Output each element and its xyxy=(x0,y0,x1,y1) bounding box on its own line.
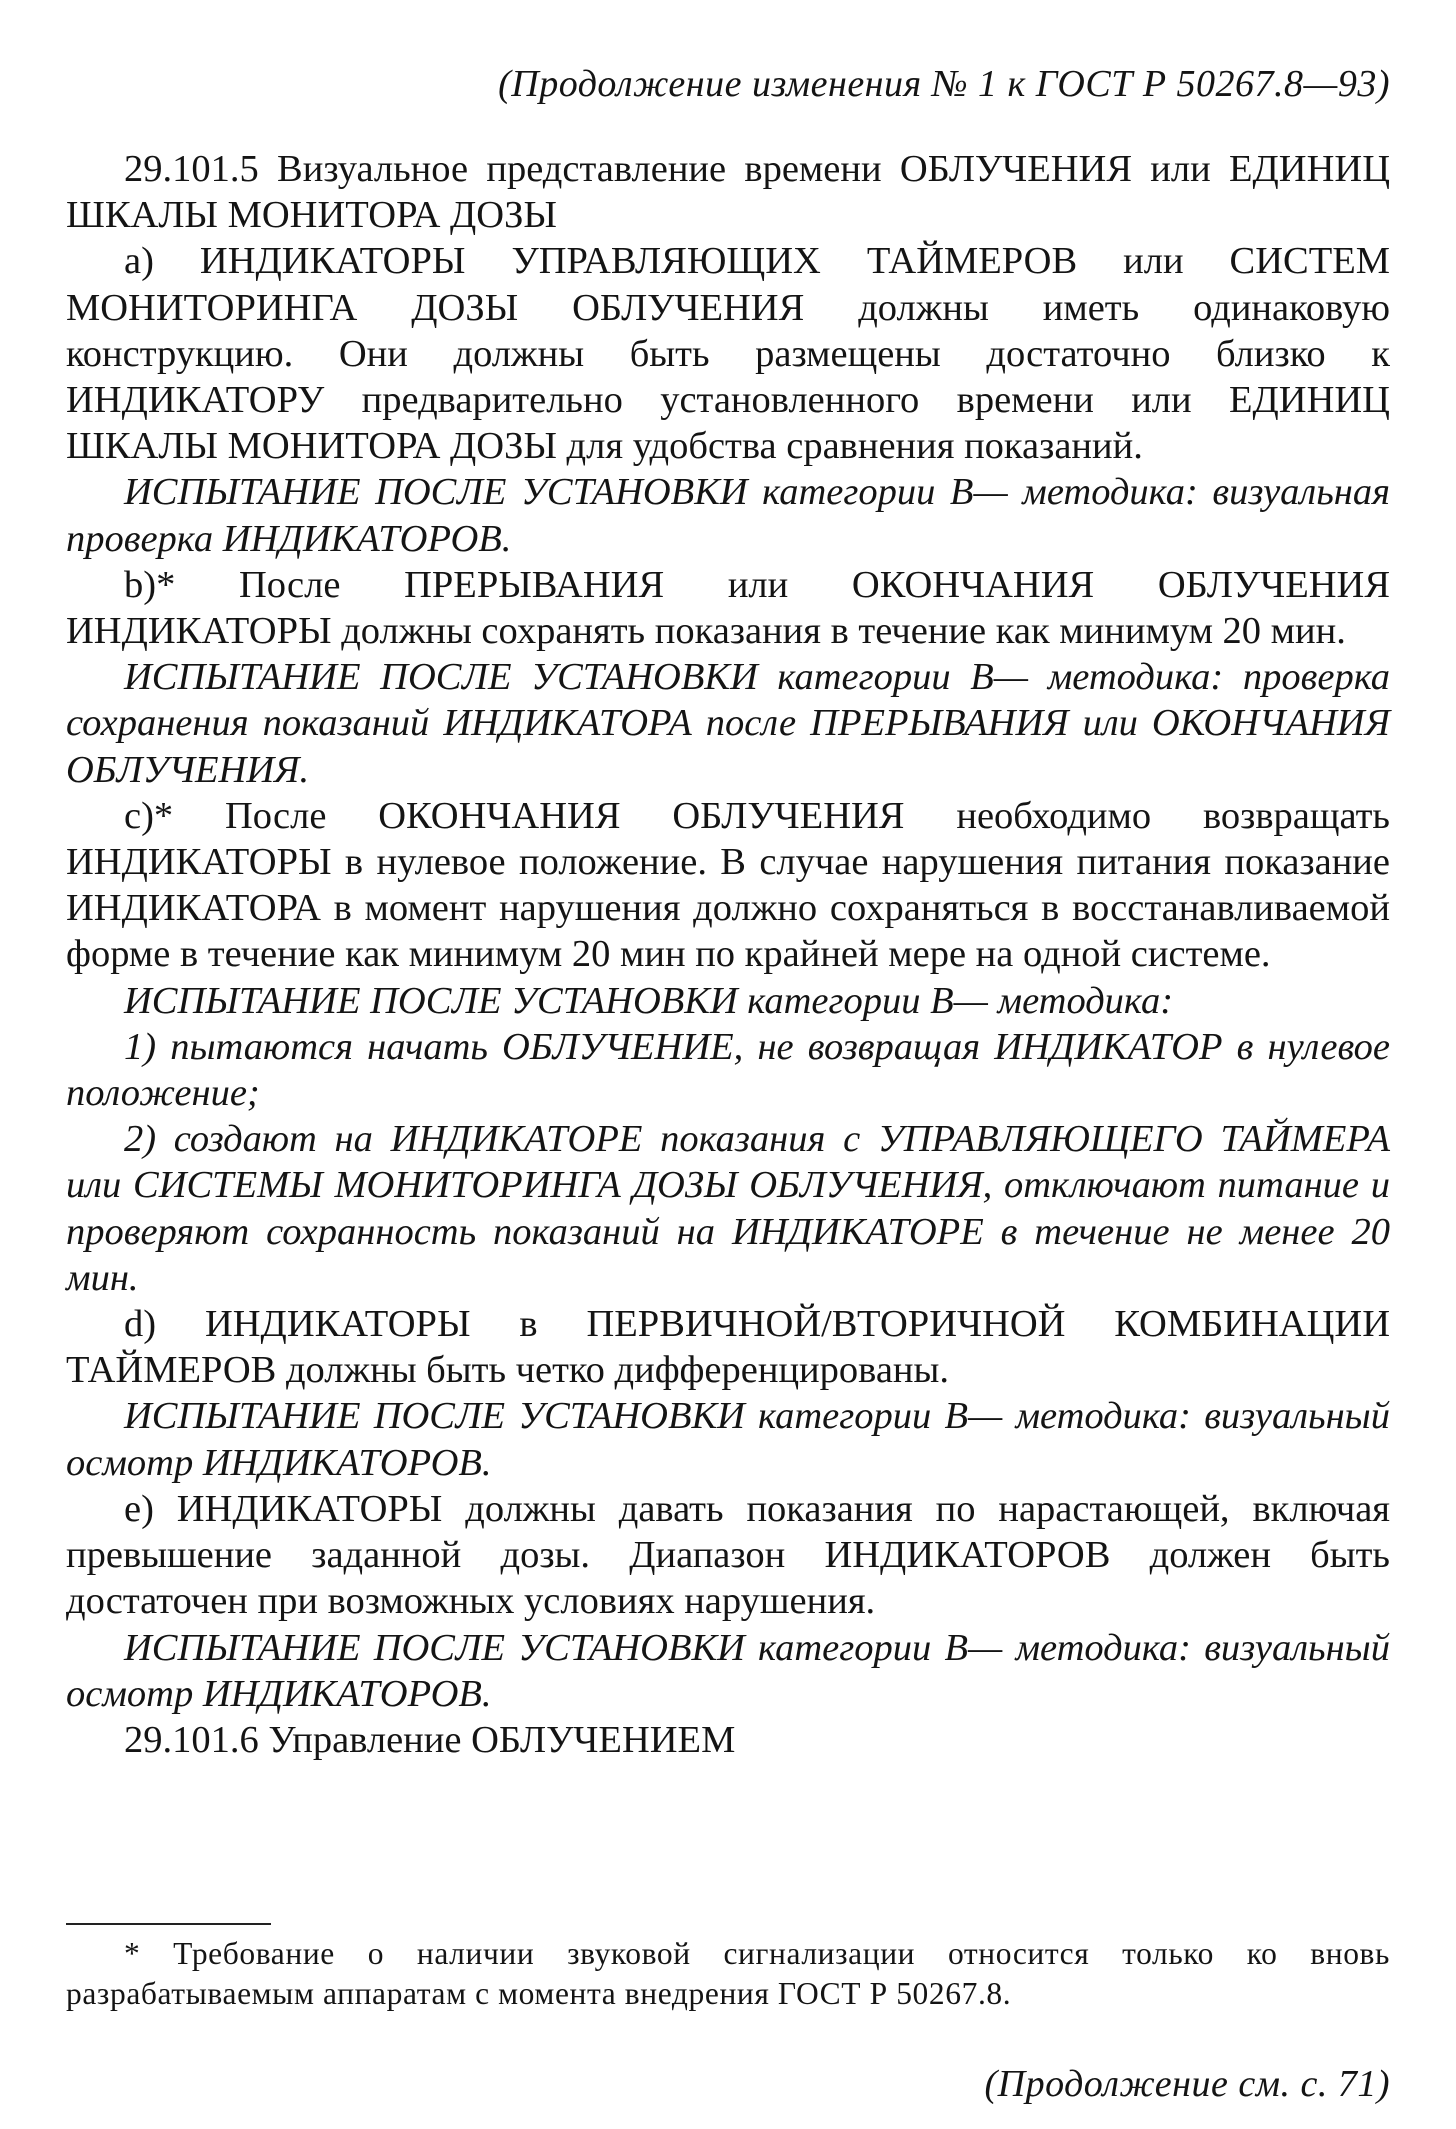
item-e: e) ИНДИКАТОРЫ должны давать показания по нарастающей, включая превышение заданной дозы. Диапазон ИНДИКАТОРОВ должен быть достаточен при возможных условиях нарушения. xyxy=(66,1487,1390,1623)
section-heading-29-101-6: 29.101.6 Управление ОБЛУЧЕНИЕМ xyxy=(124,1718,736,1761)
footnote: * Требование о наличии звуковой сигнализации относится только ко вновь разрабатываемым аппаратам с момента внедрения ГОСТ Р 50267.8. xyxy=(66,1936,1390,2011)
test-item-a: ИСПЫТАНИЕ ПОСЛЕ УСТАНОВКИ категории В— методика: визуальная проверка ИНДИКАТОРОВ. xyxy=(66,471,1390,560)
item-a: a) ИНДИКАТОРЫ УПРАВЛЯЮЩИХ ТАЙМЕРОВ или СИСТЕМ МОНИТОРИНГА ДОЗЫ ОБЛУЧЕНИЯ должны иметь одинаковую конструкцию. Они должны быть размещены достаточно близко к ИНДИКАТОРУ предварительно установленного времени или ЕДИНИЦ ШКАЛЫ МОНИТОРА ДОЗЫ для удобства сравнения показаний. xyxy=(66,240,1390,468)
test-item-b: ИСПЫТАНИЕ ПОСЛЕ УСТАНОВКИ категории В— методика: проверка сохранения показаний ИНДИКАТОРА после ПРЕРЫВАНИЯ или ОКОНЧАНИЯ ОБЛУЧЕНИЯ. xyxy=(66,656,1390,791)
continuation-note: (Продолжение см. с. 71) xyxy=(984,2063,1390,2105)
item-b: b)* После ПРЕРЫВАНИЯ или ОКОНЧАНИЯ ОБЛУЧЕНИЯ ИНДИКАТОРЫ должны сохранять показания в течение как минимум 20 мин. xyxy=(66,563,1390,653)
item-d: d) ИНДИКАТОРЫ в ПЕРВИЧНОЙ/ВТОРИЧНОЙ КОМБИНАЦИИ ТАЙМЕРОВ должны быть четко дифференцированы. xyxy=(66,1303,1390,1392)
item-c: c)* После ОКОНЧАНИЯ ОБЛУЧЕНИЯ необходимо возвращать ИНДИКАТОРЫ в нулевое положение. В случае нарушения питания показание ИНДИКАТОРА в момент нарушения должно сохраняться в восстанавливаемой форме в течение как минимум 20 мин по крайней мере на одной системе. xyxy=(66,794,1390,976)
test-item-c-step-2: 2) создают на ИНДИКАТОРЕ показания с УПРАВЛЯЮЩЕГО ТАЙМЕРА или СИСТЕМЫ МОНИТОРИНГА ДОЗЫ ОБЛУЧЕНИЯ, отключают питание и проверяют сохранность показаний на ИНДИКАТОРЕ в течение не менее 20 мин. xyxy=(66,1118,1390,1299)
page xyxy=(66,60,1390,1763)
footnote-divider xyxy=(66,1923,271,1925)
document-body xyxy=(66,146,1390,1763)
test-item-d: ИСПЫТАНИЕ ПОСЛЕ УСТАНОВКИ категории В— методика: визуальный осмотр ИНДИКАТОРОВ. xyxy=(66,1395,1390,1484)
test-item-c: ИСПЫТАНИЕ ПОСЛЕ УСТАНОВКИ категории В— методика: xyxy=(124,979,1174,1022)
test-item-c-step-1: 1) пытаются начать ОБЛУЧЕНИЕ, не возвращая ИНДИКАТОР в нулевое положение; xyxy=(66,1025,1390,1115)
running-head: (Продолжение изменения № 1 к ГОСТ Р 50267.8—93) xyxy=(498,63,1390,105)
test-item-e: ИСПЫТАНИЕ ПОСЛЕ УСТАНОВКИ категории В— методика: визуальный осмотр ИНДИКАТОРОВ. xyxy=(66,1626,1390,1715)
section-heading-29-101-5: 29.101.5 Визуальное представление времени ОБЛУЧЕНИЯ или ЕДИНИЦ ШКАЛЫ МОНИТОРА ДОЗЫ xyxy=(66,148,1390,237)
